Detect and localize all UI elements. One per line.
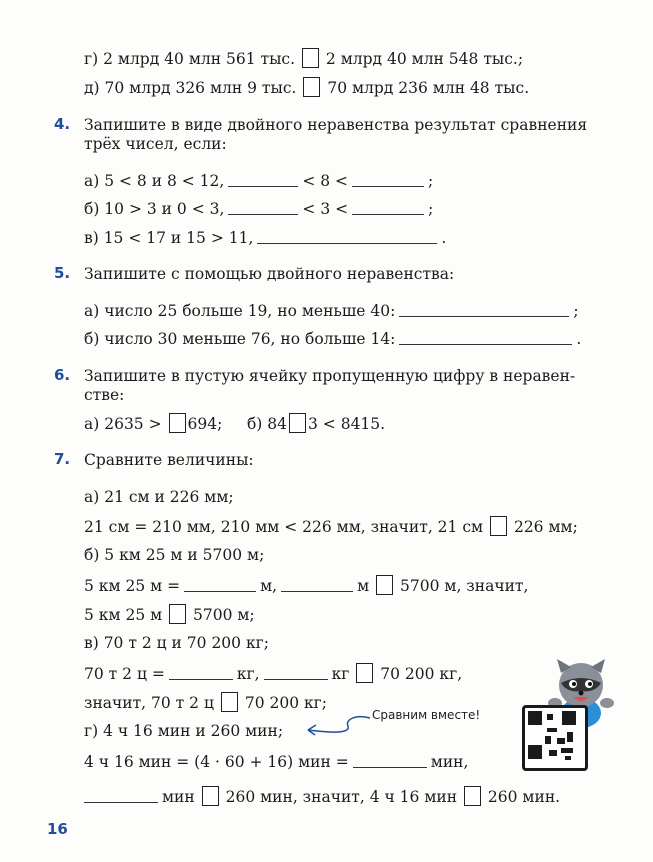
task7-b: б) 5 км 25 м и 5700 м;	[84, 546, 265, 564]
task5-title: Запишите с помощью двойного неравенства:	[84, 265, 455, 283]
blank[interactable]	[264, 665, 328, 680]
blank[interactable]	[281, 577, 353, 592]
task4-title: Запишите в виде двойного неравенства результат сравнения	[84, 116, 588, 134]
line-g3: г) 2 млрд 40 млн 561 тыс. 2 млрд 40 млн 548 тыс.;	[84, 50, 524, 68]
answer-box[interactable]	[169, 413, 186, 433]
task4-title-2: трёх чисел, если:	[84, 135, 227, 153]
answer-box[interactable]	[464, 786, 481, 806]
task5-b: б) число 30 меньше 76, но больше 14: .	[84, 330, 582, 348]
task7-c-line: 70 т 2 ц = кг, кг 70 200 кг,	[84, 665, 463, 683]
blank[interactable]	[228, 172, 298, 187]
blank[interactable]	[353, 753, 427, 768]
task-number-7: 7.	[54, 450, 71, 468]
task4-b: б) 10 > 3 и 0 < 3, < 3 < ;	[84, 200, 434, 218]
blank[interactable]	[399, 330, 572, 345]
answer-box[interactable]	[356, 663, 373, 683]
task7-d: г) 4 ч 16 мин и 260 мин;	[84, 722, 284, 740]
answer-box[interactable]	[376, 575, 393, 595]
compare-together-bubble: Сравним вместе!	[372, 708, 481, 722]
task7-c-line-2: значит, 70 т 2 ц 70 200 кг;	[84, 694, 328, 712]
answer-box[interactable]	[202, 786, 219, 806]
answer-box[interactable]	[302, 48, 319, 68]
task4-c: в) 15 < 17 и 15 > 11, .	[84, 229, 447, 247]
answer-box[interactable]	[221, 692, 238, 712]
blank[interactable]	[399, 302, 569, 317]
task6-title-2: стве:	[84, 386, 125, 404]
blank[interactable]	[228, 200, 298, 215]
task7-d-line: 4 ч 16 мин = (4 · 60 + 16) мин = мин,	[84, 753, 469, 771]
task7-a: а) 21 см и 226 мм;	[84, 488, 234, 506]
line-d3: д) 70 млрд 326 млн 9 тыс. 70 млрд 236 млн 48 тыс.	[84, 79, 530, 97]
blank[interactable]	[352, 172, 424, 187]
task-number-5: 5.	[54, 264, 71, 282]
task7-b-line: 5 км 25 м = м, м 5700 м, значит,	[84, 577, 529, 595]
task7-title: Сравните величины:	[84, 451, 254, 469]
answer-box[interactable]	[169, 604, 186, 624]
qr-code-icon[interactable]	[522, 705, 588, 771]
answer-box[interactable]	[289, 413, 306, 433]
blank[interactable]	[84, 788, 158, 803]
task-number-6: 6.	[54, 366, 71, 384]
blank[interactable]	[257, 229, 437, 244]
task6-title: Запишите в пустую ячейку пропущенную цифру в неравен-	[84, 367, 576, 385]
task5-a: а) число 25 больше 19, но меньше 40: ;	[84, 302, 579, 320]
task7-a-line: 21 см = 210 мм, 210 мм < 226 мм, значит, 21 см 226 мм;	[84, 518, 578, 536]
task7-d-line-2: мин 260 мин, значит, 4 ч 16 мин 260 мин.	[80, 786, 560, 807]
task4-a: а) 5 < 8 и 8 < 12, < 8 < ;	[84, 172, 434, 190]
task7-c: в) 70 т 2 ц и 70 200 кг;	[84, 634, 269, 652]
blank[interactable]	[169, 665, 233, 680]
task-number-4: 4.	[54, 115, 71, 133]
blank[interactable]	[184, 577, 256, 592]
arrow-icon	[300, 710, 375, 740]
task7-b-line-2: 5 км 25 м 5700 м;	[84, 606, 255, 624]
task6-items: а) 2635 > 694; б) 84 3 < 8415.	[84, 415, 386, 433]
blank[interactable]	[352, 200, 424, 215]
answer-box[interactable]	[303, 77, 320, 97]
page-number: 16	[47, 820, 68, 838]
answer-box[interactable]	[490, 516, 507, 536]
